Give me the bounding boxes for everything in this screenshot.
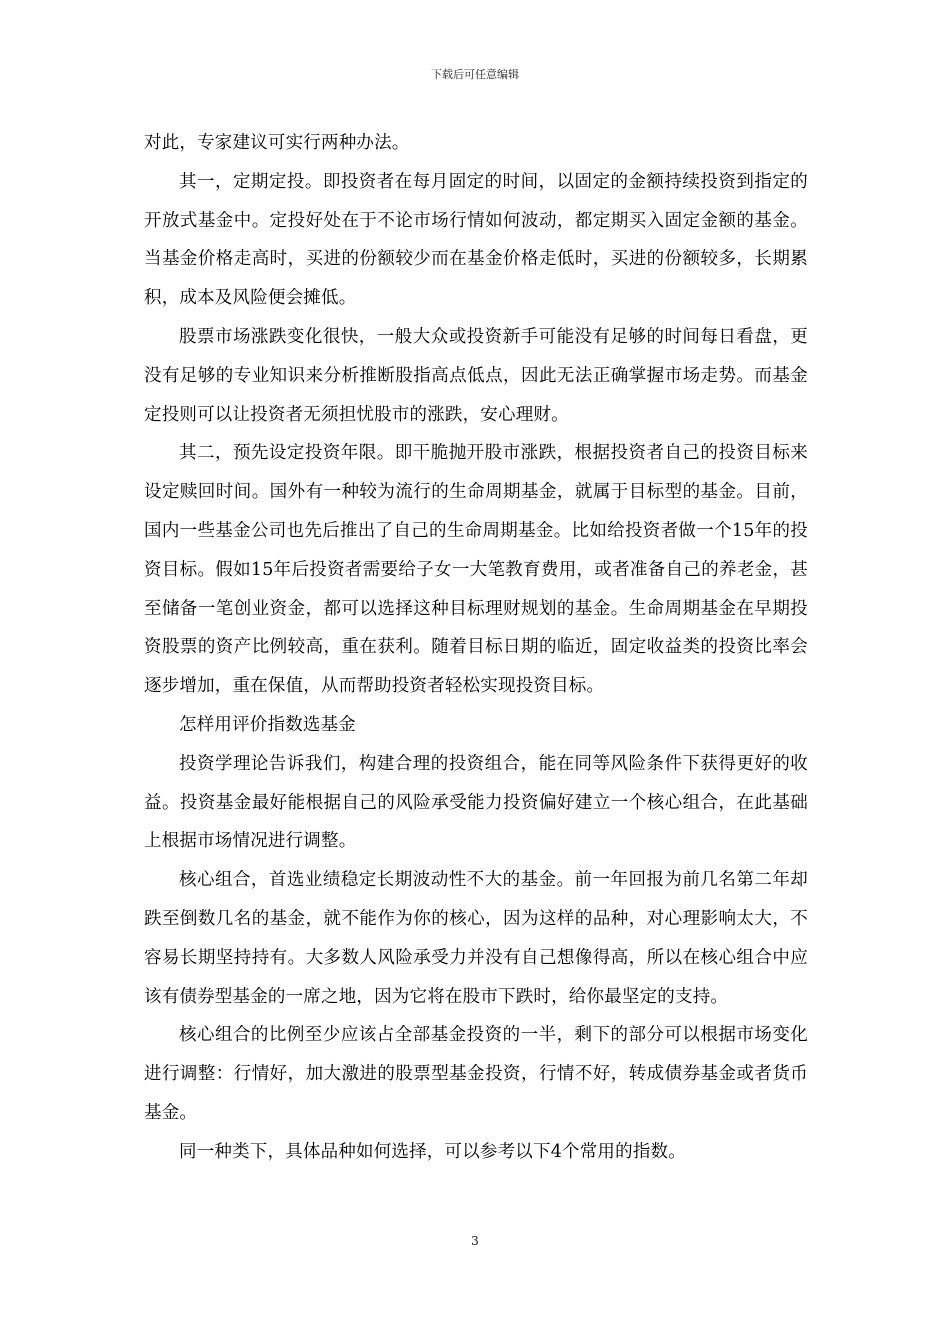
document-body [144,124,808,1172]
paragraph-1: 对此，专家建议可实行两种办法。 [144,133,410,153]
paragraph-8: 同一种类下，具体品种如何选择，可以参考以下4个常用的指数。 [179,1141,686,1162]
paragraph-5: 投资学理论告诉我们，构建合理的投资组合，能在同等风险条件下获得更好的收益。投资基金最好能根据自己的风险承受能力投资偏好建立一个核心组合，在此基础上根据市场情况进行调整。 [144,753,808,852]
paragraph-2: 其一，定期定投。即投资者在每月固定的时间，以固定的金额持续投资到指定的开放式基金中。定投好处在于不论市场行情如何波动，都定期买入固定金额的基金。当基金价格走高时，买进的份额较少而在基金价格走低时，买进的份额较多，长期累积，成本及风险便会摊低。 [144,171,808,309]
page-header: 下载后可任意编辑 [431,68,519,81]
paragraph-3: 股票市场涨跌变化很快，一般大众或投资新手可能没有足够的时间每日看盘，更没有足够的专业知识来分析推断股指高点低点，因此无法正确掌握市场走势。而基金定投则可以让投资者无须担忧股市的涨跌，安心理财。 [144,326,808,425]
paragraph-4: 其二，预先设定投资年限。即干脆抛开股市涨跌，根据投资者自己的投资目标来设定赎回时间。国外有一种较为流行的生命周期基金，就属于目标型的基金。目前，国内一些基金公司也先后推出了自己的生命周期基金。比如给投资者做一个15年的投资目标。假如15年后投资者需要给子女一大笔教育费用，或者准备自己的养老金，甚至储备一笔创业资金，都可以选择这种目标理财规划的基金。生命周期基金在早期投资股票的资产比例较高，重在获利。随着目标日期的临近，固定收益类的投资比率会逐步增加，重在保值，从而帮助投资者轻松实现投资目标。 [144,443,808,697]
page-number: 3 [471,1234,479,1248]
paragraph-6: 核心组合，首选业绩稳定长期波动性不大的基金。前一年回报为前几名第二年却跌至倒数几名的基金，就不能作为你的核心，因为这样的品种，对心理影响太大，不容易长期坚持持有。大多数人风险承受力并没有自己想像得高，所以在核心组合中应该有债券型基金的一席之地，因为它将在股市下跌时，给你最坚定的支持。 [144,870,808,1007]
paragraph-7: 核心组合的比例至少应该占全部基金投资的一半，剩下的部分可以根据市场变化进行调整：行情好，加大激进的股票型基金投资，行情不好，转成债券基金或者货币基金。 [144,1025,808,1123]
section-heading: 怎样用评价指数选基金 [179,714,356,735]
